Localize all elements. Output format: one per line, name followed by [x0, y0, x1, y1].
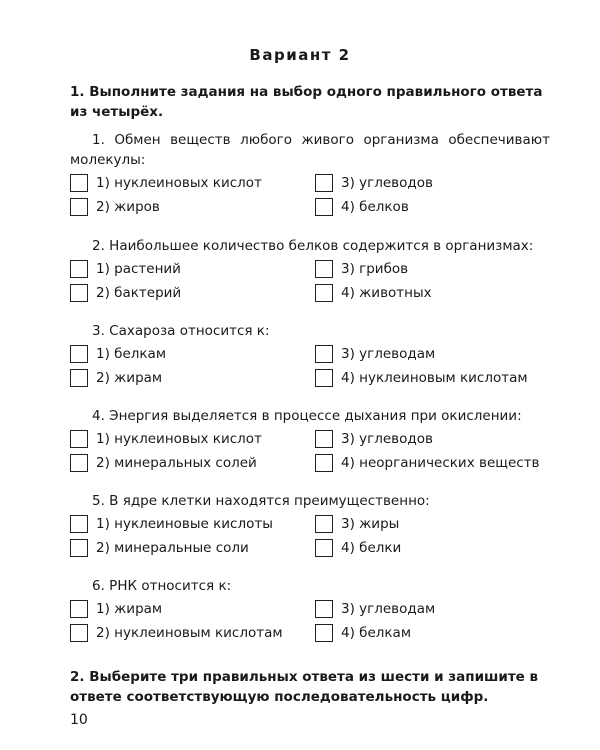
answer-option[interactable] — [70, 367, 315, 388]
answer-option[interactable] — [70, 428, 315, 449]
option-label: 2) минеральные соли — [96, 539, 249, 556]
answer-option[interactable] — [315, 598, 550, 619]
answer-checkbox[interactable] — [315, 454, 333, 472]
question-3 — [70, 321, 550, 388]
answer-options — [70, 172, 550, 217]
answer-checkbox[interactable] — [315, 174, 333, 192]
answer-option[interactable] — [315, 258, 550, 279]
question-text: 5. В ядре клетки находятся преимущественно: — [92, 493, 430, 509]
answer-checkbox[interactable] — [70, 345, 88, 363]
answer-checkbox[interactable] — [315, 600, 333, 618]
answer-option[interactable] — [315, 622, 550, 643]
answer-checkbox[interactable] — [70, 515, 88, 533]
option-label: 3) жиры — [341, 515, 400, 532]
answer-checkbox[interactable] — [315, 369, 333, 387]
task1-heading: 1. Выполните задания на выбор одного правильного ответа из четырёх. — [70, 84, 543, 120]
answer-checkbox[interactable] — [70, 198, 88, 216]
option-label: 1) нуклеиновых кислот — [96, 174, 262, 191]
option-label: 4) белков — [341, 198, 409, 215]
answer-option[interactable] — [70, 622, 315, 643]
question-2 — [70, 236, 550, 303]
answer-option[interactable] — [315, 196, 550, 217]
answer-checkbox[interactable] — [315, 260, 333, 278]
answer-checkbox[interactable] — [70, 430, 88, 448]
answer-option[interactable] — [315, 367, 550, 388]
option-label: 3) углеводам — [341, 345, 436, 362]
question-5 — [70, 491, 550, 558]
question-text: 1. Обмен веществ любого живого организма обеспечивают молекулы: — [70, 132, 550, 168]
answer-checkbox[interactable] — [315, 345, 333, 363]
answer-option[interactable] — [315, 172, 550, 193]
option-label: 1) жирам — [96, 600, 163, 617]
answer-option[interactable] — [70, 598, 315, 619]
answer-option[interactable] — [70, 196, 315, 217]
option-label: 4) животных — [341, 284, 432, 301]
option-label: 1) нуклеиновые кислоты — [96, 515, 273, 532]
option-label: 2) бактерий — [96, 284, 182, 301]
option-label: 3) углеводов — [341, 174, 433, 191]
answer-options — [70, 258, 550, 303]
option-label: 3) углеводам — [341, 600, 436, 617]
answer-option[interactable] — [70, 513, 315, 534]
question-4 — [70, 406, 550, 473]
answer-option[interactable] — [70, 537, 315, 558]
answer-option[interactable] — [315, 513, 550, 534]
answer-option[interactable] — [70, 282, 315, 303]
option-label: 3) грибов — [341, 260, 409, 277]
answer-option[interactable] — [315, 428, 550, 449]
answer-option[interactable] — [70, 258, 315, 279]
question-text: 4. Энергия выделяется в процессе дыхания при окислении: — [92, 408, 522, 424]
answer-option[interactable] — [315, 452, 550, 473]
answer-option[interactable] — [70, 343, 315, 364]
answer-options — [70, 343, 550, 388]
option-label: 4) белки — [341, 539, 402, 556]
answer-option[interactable] — [315, 343, 550, 364]
answer-checkbox[interactable] — [70, 600, 88, 618]
option-label: 4) неорганических веществ — [341, 454, 540, 471]
answer-checkbox[interactable] — [70, 284, 88, 302]
answer-checkbox[interactable] — [70, 260, 88, 278]
question-text: 6. РНК относится к: — [92, 578, 232, 594]
answer-checkbox[interactable] — [70, 454, 88, 472]
option-label: 4) нуклеиновым кислотам — [341, 369, 528, 386]
answer-option[interactable] — [70, 452, 315, 473]
option-label: 1) белкам — [96, 345, 167, 362]
answer-checkbox[interactable] — [70, 624, 88, 642]
option-label: 4) белкам — [341, 624, 412, 641]
option-label: 2) нуклеиновым кислотам — [96, 624, 283, 641]
option-label: 2) минеральных солей — [96, 454, 257, 471]
answer-options — [70, 598, 550, 643]
answer-options — [70, 513, 550, 558]
option-label: 1) растений — [96, 260, 181, 277]
variant-title: Вариант 2 — [249, 46, 351, 64]
answer-checkbox[interactable] — [315, 515, 333, 533]
question-6 — [70, 576, 550, 643]
answer-options — [70, 428, 550, 473]
option-label: 2) жирам — [96, 369, 163, 386]
answer-checkbox[interactable] — [70, 539, 88, 557]
option-label: 3) углеводов — [341, 430, 433, 447]
answer-checkbox[interactable] — [70, 369, 88, 387]
answer-checkbox[interactable] — [315, 539, 333, 557]
question-1 — [70, 130, 550, 217]
page-number: 10 — [70, 712, 88, 728]
task2-heading: 2. Выберите три правильных ответа из шести и запишите в ответе соответствующую последовательность цифр. — [70, 669, 539, 705]
answer-checkbox[interactable] — [70, 174, 88, 192]
answer-checkbox[interactable] — [315, 198, 333, 216]
option-label: 2) жиров — [96, 198, 160, 215]
answer-checkbox[interactable] — [315, 430, 333, 448]
answer-option[interactable] — [315, 282, 550, 303]
question-text: 2. Наибольшее количество белков содержится в организмах: — [92, 238, 534, 254]
answer-option[interactable] — [70, 172, 315, 193]
option-label: 1) нуклеиновых кислот — [96, 430, 262, 447]
question-text: 3. Сахароза относится к: — [92, 323, 270, 339]
answer-checkbox[interactable] — [315, 624, 333, 642]
answer-option[interactable] — [315, 537, 550, 558]
answer-checkbox[interactable] — [315, 284, 333, 302]
